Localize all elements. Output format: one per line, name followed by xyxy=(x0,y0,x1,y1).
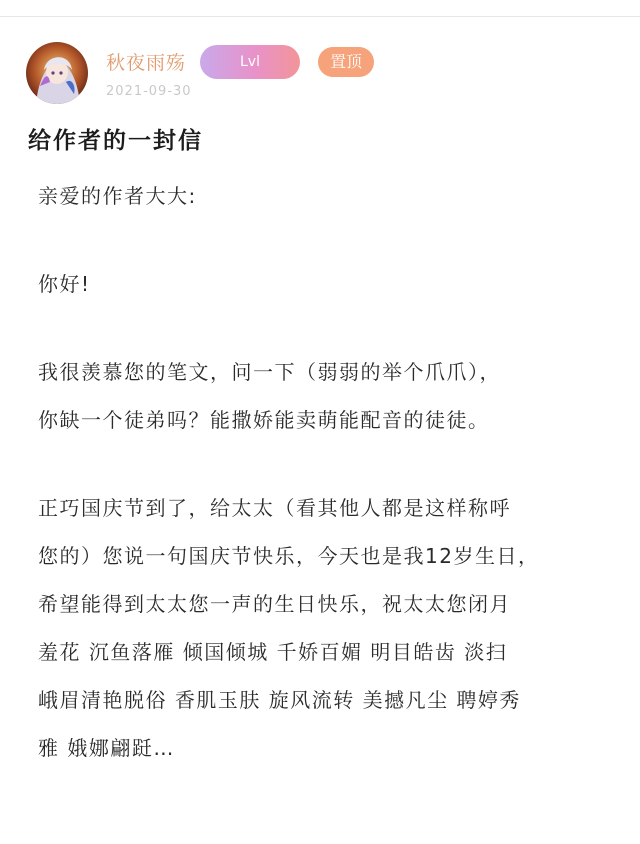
post-date: 2021-09-30 xyxy=(106,84,192,99)
letter-salutation: 亲爱的作者大大: xyxy=(38,184,197,208)
pinned-badge: 置顶 xyxy=(318,47,374,77)
post-header xyxy=(26,42,626,104)
level-badge: Lvl xyxy=(200,45,300,79)
letter-line: 希望能得到太太您一声的生日快乐，祝太太您闭月 xyxy=(38,592,511,616)
letter-line: 雅 娥娜翩跹… xyxy=(38,736,175,760)
letter-line: 您的）您说一句国庆节快乐，今天也是我12岁生日， xyxy=(38,544,540,568)
top-divider xyxy=(0,16,640,17)
letter-body xyxy=(38,172,608,772)
avatar-image xyxy=(26,42,88,104)
letter-line: 我很羡慕您的笔文，问一下（弱弱的举个爪爪）， xyxy=(38,360,501,384)
letter-greeting: 你好! xyxy=(38,272,91,296)
letter-line: 羞花 沉鱼落雁 倾国倾城 千娇百媚 明目皓齿 淡扫 xyxy=(38,640,508,664)
letter-line: 正巧国庆节到了，给太太（看其他人都是这样称呼 xyxy=(38,496,511,520)
author-name[interactable]: 秋夜雨殇 xyxy=(106,52,187,74)
post-title: 给作者的一封信 xyxy=(28,128,203,154)
letter-line: 峨眉清艳脱俗 香肌玉肤 旋风流转 美撼凡尘 聘婷秀 xyxy=(38,688,521,712)
avatar[interactable] xyxy=(26,42,88,104)
letter-line: 你缺一个徒弟吗？能撒娇能卖萌能配音的徒徒。 xyxy=(38,408,490,432)
